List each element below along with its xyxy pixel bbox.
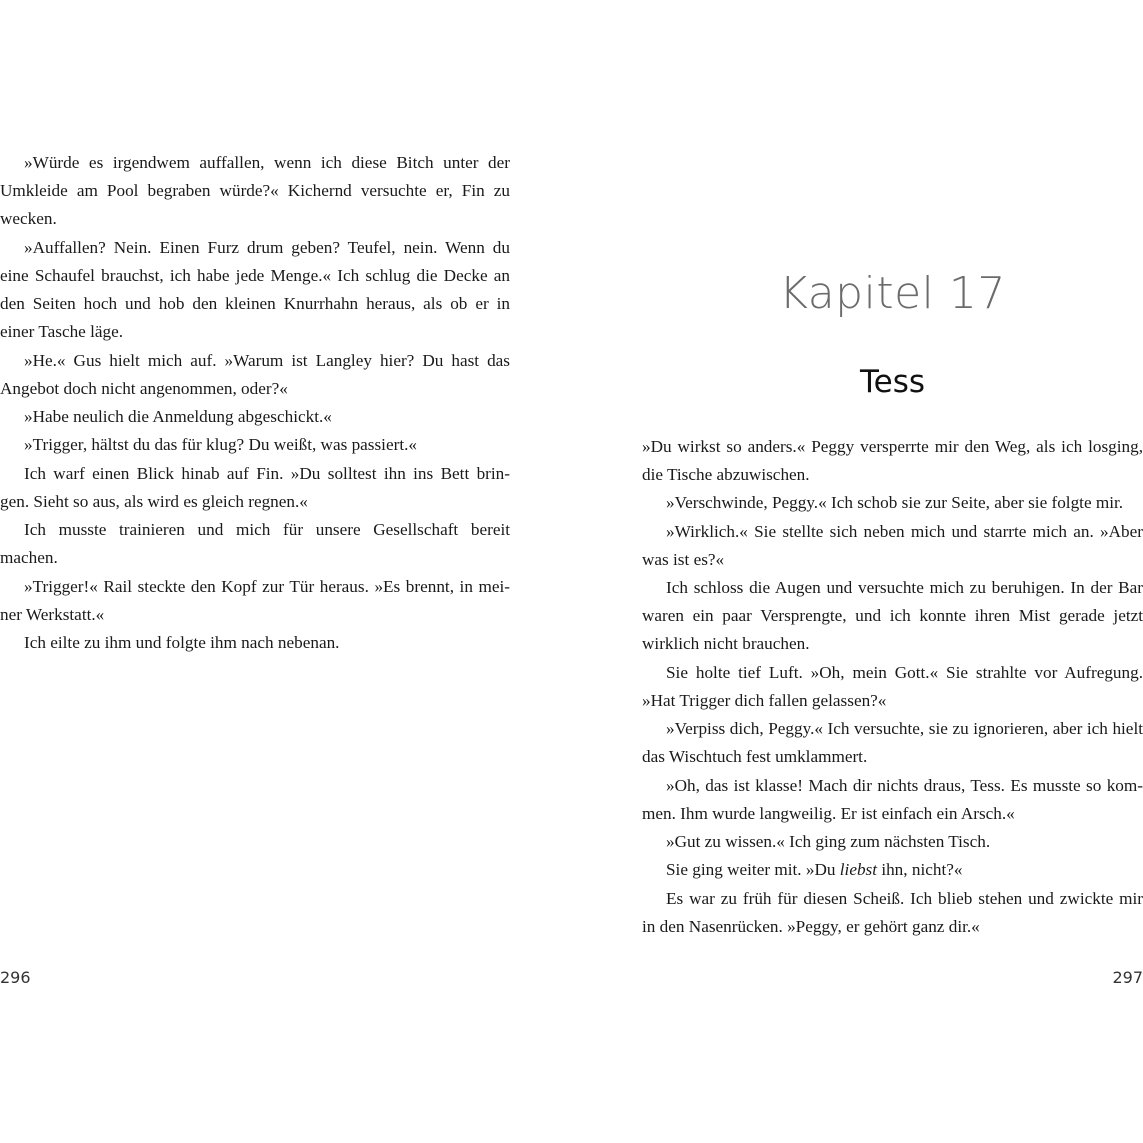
text-line: wirklich nicht brauchen.: [642, 634, 810, 653]
text-segment: ihn, nicht?«: [877, 860, 963, 879]
text-line: »Wirklich.« Sie stellte sich neben mich und starrte mich an. »Aber: [666, 522, 1143, 541]
text-line: [642, 858, 1143, 882]
text-segment: Sie ging weiter mit. »Du: [666, 860, 840, 879]
text-line: »He.« Gus hielt mich auf. »Warum ist Langley hier? Du hast das: [24, 351, 510, 370]
page-number: 296: [0, 968, 31, 987]
text-line: Sie holte tief Luft. »Oh, mein Gott.« Sie strahlte vor Aufregung.: [666, 663, 1143, 682]
text-line: »Trigger, hältst du das für klug? Du weißt, was passiert.«: [24, 435, 417, 454]
text-line: das Wischtuch fest umklammert.: [642, 747, 868, 766]
left-page: [0, 0, 510, 1143]
text-line: in den Nasenrücken. »Peggy, er gehört ganz dir.«: [642, 917, 980, 936]
text-line: Angebot doch nicht angenommen, oder?«: [0, 379, 288, 398]
text-line: »Du wirkst so anders.« Peggy versperrte mir den Weg, als ich losging,: [642, 437, 1143, 456]
text-line: Es war zu früh für diesen Scheiß. Ich blieb stehen und zwickte mir: [666, 889, 1143, 908]
text-line: »Gut zu wissen.« Ich ging zum nächsten Tisch.: [666, 832, 991, 851]
text-line: »Würde es irgendwem auffallen, wenn ich diese Bitch unter der: [24, 153, 510, 172]
text-line: die Tische abzuwischen.: [642, 465, 810, 484]
text-line: men. Ihm wurde langweilig. Er ist einfach ein Arsch.«: [642, 804, 1015, 823]
right-page: [642, 0, 1143, 1143]
text-line: Umkleide am Pool begraben würde?« Kichernd versuchte er, Fin zu: [0, 181, 510, 200]
text-line: was ist es?«: [642, 550, 725, 569]
text-line: machen.: [0, 548, 58, 567]
text-line: gen. Sieht so aus, als wird es gleich regnen.«: [0, 492, 308, 511]
text-line: »Hat Trigger dich fallen gelassen?«: [642, 691, 887, 710]
text-line: »Habe neulich die Anmeldung abgeschickt.«: [24, 407, 332, 426]
text-line: ner Werkstatt.«: [0, 605, 105, 624]
text-line: den Seiten hoch und hob den kleinen Knurrhahn heraus, als ob er in: [0, 294, 510, 313]
text-line: waren ein paar Versprengte, und ich konnte ihren Mist gerade jetzt: [642, 606, 1143, 625]
text-line: »Auffallen? Nein. Einen Furz drum geben? Teufel, nein. Wenn du: [24, 238, 510, 257]
text-line: Ich warf einen Blick hinab auf Fin. »Du solltest ihn ins Bett brin-: [24, 464, 510, 483]
page-number: 297: [1112, 968, 1143, 987]
text-line: »Verschwinde, Peggy.« Ich schob sie zur Seite, aber sie folgte mir.: [666, 493, 1124, 512]
text-line: »Oh, das ist klasse! Mach dir nichts draus, Tess. Es musste so kom-: [666, 776, 1143, 795]
text-line: eine Schaufel brauchst, ich habe jede Menge.« Ich schlug die Decke an: [0, 266, 510, 285]
text-line: »Verpiss dich, Peggy.« Ich versuchte, sie zu ignorieren, aber ich hielt: [666, 719, 1143, 738]
emphasized-word: liebst: [839, 860, 878, 879]
chapter-heading: Kapitel 17: [779, 268, 1006, 319]
text-line: einer Tasche läge.: [0, 322, 124, 341]
text-line: Ich eilte zu ihm und folgte ihm nach nebenan.: [24, 633, 340, 652]
text-line: Ich schloss die Augen und versuchte mich zu beruhigen. In der Bar: [666, 578, 1143, 597]
text-line: »Trigger!« Rail steckte den Kopf zur Tür heraus. »Es brennt, in mei-: [24, 577, 510, 596]
text-line: wecken.: [0, 209, 57, 228]
chapter-subtitle: Tess: [859, 364, 926, 400]
text-line: Ich musste trainieren und mich für unsere Gesellschaft bereit: [24, 520, 510, 539]
